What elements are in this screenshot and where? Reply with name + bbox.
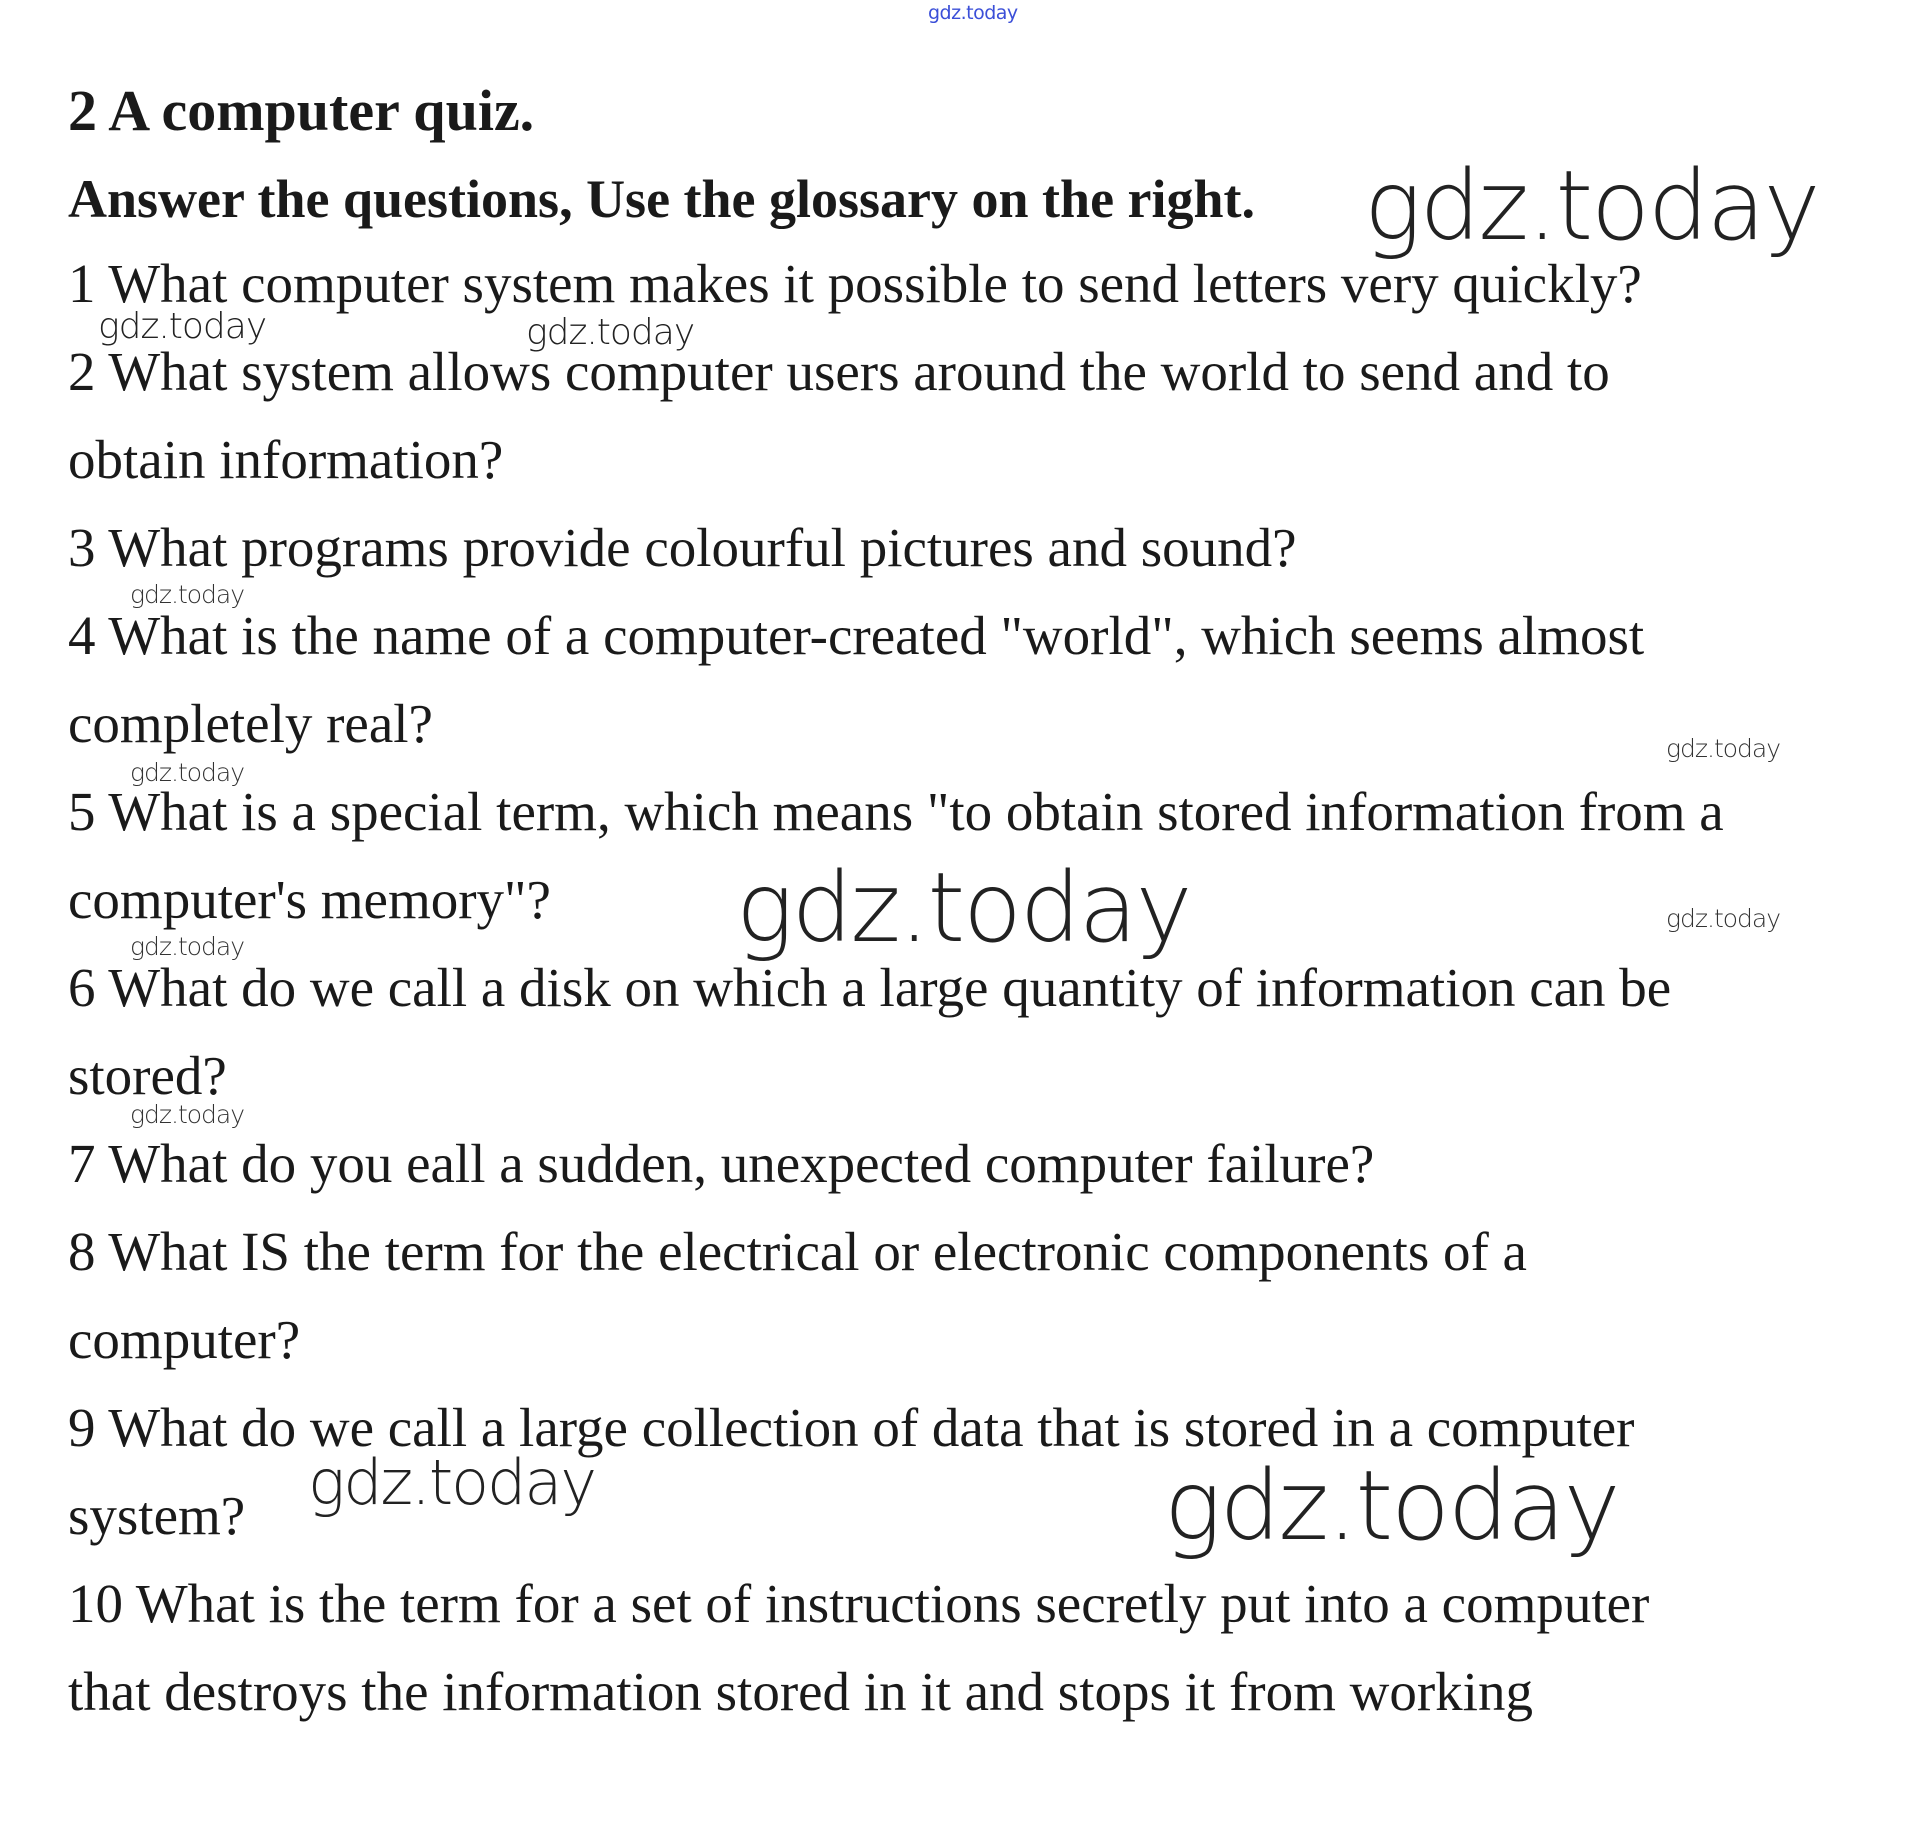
question-5-line-1: 5 What is a special term, which means "to obtain stored information from a [68,781,1724,842]
watermark-small: gdz.today [130,580,245,609]
question-6-line-2: stored? [68,1045,227,1106]
question-3-line-1: 3 What programs provide colourful pictures and sound? [68,517,1297,578]
question-4-line-1: 4 What is the name of a computer-created "world", which seems almost [68,605,1645,666]
watermark-large: gdz.today [1164,1450,1619,1562]
question-7-line-1: 7 What do you eall a sudden, unexpected computer failure? [68,1133,1375,1194]
question-8-line-2: computer? [68,1309,301,1370]
question-10-line-1: 10 What is the term for a set of instructions secretly put into a computer [68,1573,1650,1634]
question-9-line-2: system? [68,1485,246,1546]
watermark-medium: gdz.today [526,312,695,353]
watermark-large: gdz.today [308,1446,596,1519]
watermark-small: gdz.today [1666,734,1781,763]
question-2-line-2: obtain information? [68,429,504,490]
watermark-large: gdz.today [736,852,1191,964]
question-2-line-1: 2 What system allows computer users around the world to send and to [68,341,1610,402]
question-9-line-1: 9 What do we call a large collection of data that is stored in a computer [68,1397,1635,1458]
question-6-line-1: 6 What do we call a disk on which a large quantity of information can be [68,957,1672,1018]
question-5-line-2: computer's memory"? [68,869,551,930]
watermark-small: gdz.today [130,758,245,787]
exercise-instruction: Answer the questions, Use the glossary on the right. [68,169,1256,229]
question-4-line-2: completely real? [68,693,433,754]
watermark-large: gdz.today [1364,150,1819,262]
watermark-small: gdz.today [1666,904,1781,933]
watermark-small: gdz.today [130,1100,245,1129]
question-10-line-2: that destroys the information stored in it and stops it from working [68,1661,1533,1722]
question-8-line-1: 8 What IS the term for the electrical or electronic components of a [68,1221,1527,1282]
question-1-line-1: 1 What computer system makes it possible to send letters very quickly? [68,253,1642,314]
exercise-title: 2 A computer quiz. [68,78,535,143]
watermark-medium: gdz.today [98,306,267,347]
top-watermark: gdz.today [928,2,1018,24]
watermark-small: gdz.today [130,932,245,961]
